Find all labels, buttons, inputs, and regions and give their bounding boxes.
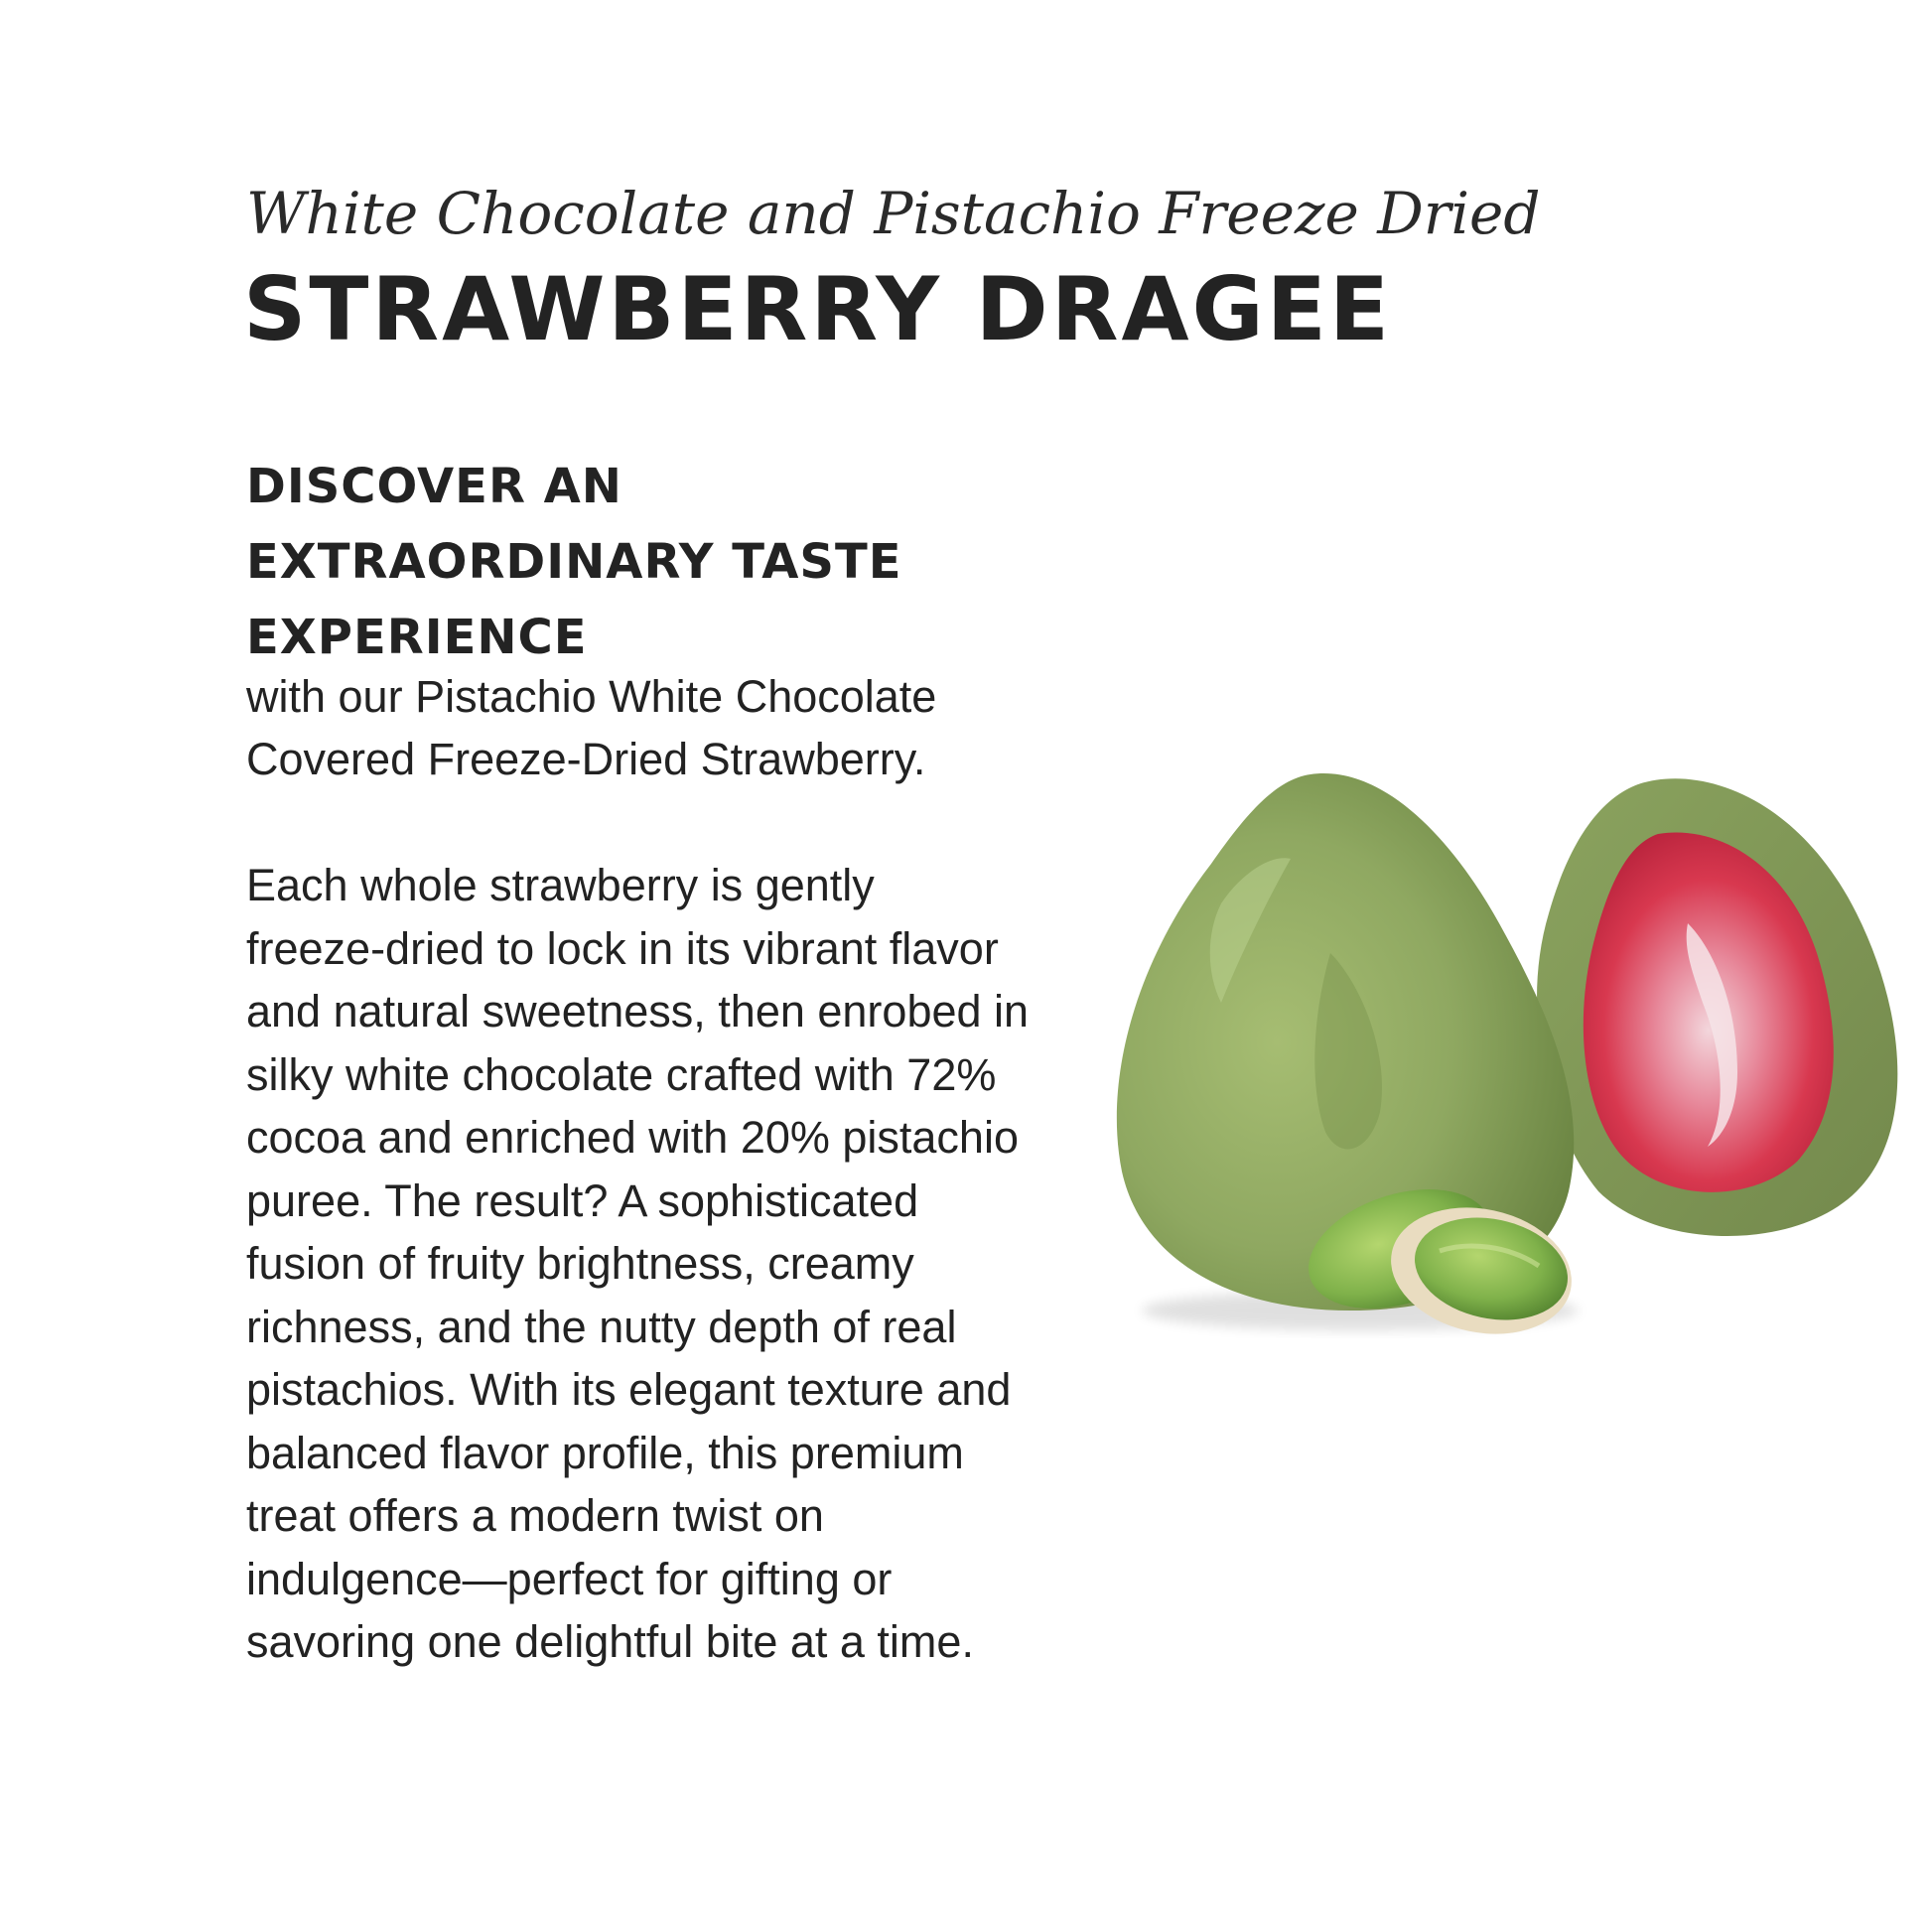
body-line: richness, and the nutty depth of real <box>246 1301 957 1352</box>
page-title: STRAWBERRY DRAGEE <box>243 258 1393 360</box>
subtitle: White Chocolate and Pistachio Freeze Dried <box>246 180 1541 247</box>
headline <box>246 449 961 675</box>
body-line: Each whole strawberry is gently <box>246 860 875 910</box>
body-line: puree. The result? A sophisticated <box>246 1174 919 1226</box>
body-line: and natural sweetness, then enrobed in <box>246 986 1030 1036</box>
headline-line: EXPERIENCE <box>246 610 588 665</box>
lead-line: with our Pistachio White Chocolate <box>246 671 937 722</box>
lead-line: Covered Freeze-Dried Strawberry. <box>246 734 926 784</box>
product-image <box>1102 755 1916 1390</box>
body-line: indulgence—perfect for gifting or <box>246 1553 893 1604</box>
body-line: balanced flavor profile, this premium <box>246 1427 964 1478</box>
halved-dragee <box>1537 778 1897 1236</box>
headline-line: EXTRAORDINARY TASTE <box>246 534 902 590</box>
headline-line: DISCOVER AN <box>246 459 622 514</box>
description-paragraph <box>246 854 1120 1674</box>
body-line: freeze-dried to lock in its vibrant flavor <box>246 922 999 974</box>
body-line: silky white chocolate crafted with 72% <box>246 1048 997 1100</box>
body-line: cocoa and enriched with 20% pistachio <box>246 1112 1019 1163</box>
body-line: fusion of fruity brightness, creamy <box>246 1238 914 1289</box>
body-line: savoring one delightful bite at a time. <box>246 1616 974 1667</box>
body-line: pistachios. With its elegant texture and <box>246 1364 1012 1415</box>
lead-paragraph <box>246 665 1060 790</box>
body-line: treat offers a modern twist on <box>246 1490 824 1541</box>
